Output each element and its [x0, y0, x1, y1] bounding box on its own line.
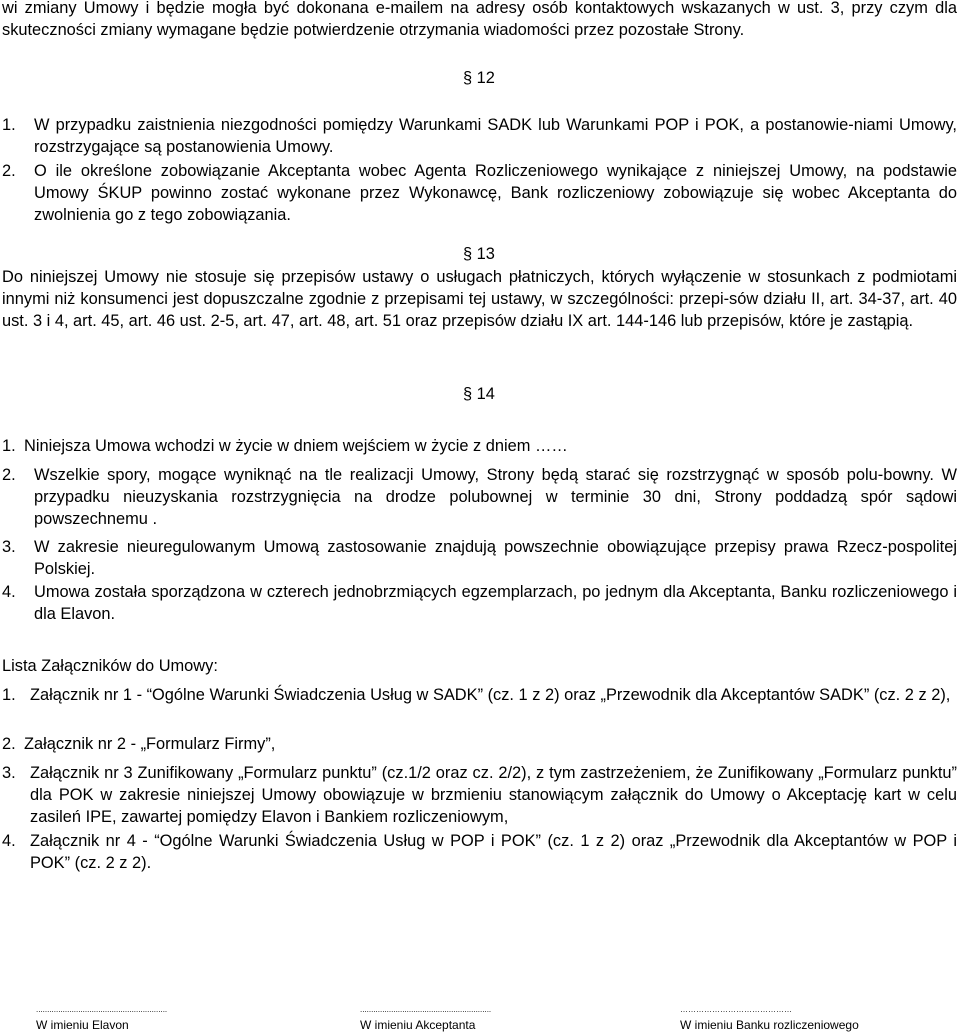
- signature-label: W imieniu Banku rozliczeniowego: [680, 1018, 859, 1032]
- item-number: 2.: [2, 466, 16, 484]
- section-14-item-2: [2, 464, 957, 530]
- signature-line: ……………………………………: [680, 1005, 792, 1014]
- item-number: 1.: [2, 437, 16, 455]
- signature-label: W imieniu Akceptanta: [360, 1018, 476, 1032]
- signature-bank: [680, 1006, 859, 1032]
- signature-line: ...........................................................: [360, 1005, 492, 1014]
- item-text: W przypadku zaistnienia niezgodności pomiędzy Warunkami SADK lub Warunkami POP i POK, a postanowie-niami Umowy, rozstrzygające są postanowienia Umowy.: [34, 116, 957, 156]
- section-14-heading: § 14: [463, 385, 495, 403]
- section-13-paragraph: Do niniejszej Umowy nie stosuje się przepisów ustawy o usługach płatniczych, których wyłączenie w stosunkach z podmiotami innymi niż konsumenci jest dopuszczalne zgodnie z przepisami tej ustawy, w szczególności: przepi-sów działu II, art. 34-37, art. 40 ust. 3 i 4, art. 45, art. 46 ust. 2-5, art. 47, art. 48, art. 51 oraz przepisów działu IX art. 144-146 lub przepisów, które je zastąpią.: [2, 268, 957, 330]
- item-text: Załącznik nr 4 - “Ogólne Warunki Świadczenia Usług w POP i POK” (cz. 1 z 2) oraz „Przewodnik dla Akceptantów w POP i POK” (cz. 2 z 2).: [30, 832, 957, 872]
- section-13-heading: § 13: [463, 245, 495, 263]
- signature-akceptant: [360, 1006, 491, 1032]
- section-12-item-1: [2, 114, 957, 158]
- item-number: 2.: [2, 735, 16, 753]
- item-number: 3.: [2, 538, 16, 556]
- item-number: 4.: [2, 583, 16, 601]
- signature-line: ...........................................................: [36, 1005, 168, 1014]
- item-number: 4.: [2, 832, 16, 850]
- section-14-item-1: [2, 435, 957, 457]
- signature-elavon: [36, 1006, 167, 1032]
- attachment-item-2: [2, 733, 957, 755]
- item-number: 1.: [2, 686, 16, 704]
- item-text: Załącznik nr 2 - „Formularz Firmy”,: [24, 735, 276, 753]
- item-text: Wszelkie spory, mogące wyniknąć na tle realizacji Umowy, Strony będą starać się rozstrzygnąć w sposób polu-bowny. W przypadku nieuzyskania rozstrzygnięcia na drodze polubownej w terminie 30 dni, Strony poddadzą spór sądowi powszechnemu .: [34, 466, 957, 528]
- item-text: Załącznik nr 1 - “Ogólne Warunki Świadczenia Usług w SADK” (cz. 1 z 2) oraz „Przewodnik dla Akceptantów SADK” (cz. 2 z 2),: [30, 686, 951, 704]
- section-12-heading: § 12: [463, 69, 495, 87]
- item-number: 3.: [2, 764, 16, 782]
- item-text: Załącznik nr 3 Zunifikowany „Formularz punktu” (cz.1/2 oraz cz. 2/2), z tym zastrzeżeniem, że Zunifikowany „Formularz punktu” dla POK w zakresie niniejszej Umowy obowiązuje w brzmieniu stanowiącym załącznik do Umowy o Akceptację kart w celu zasileń IPE, zawartej pomiędzy Elavon i Bankiem rozliczeniowym,: [30, 764, 957, 826]
- item-text: Umowa została sporządzona w czterech jednobrzmiących egzemplarzach, po jednym dla Akceptanta, Banku rozliczeniowego i dla Elavon.: [34, 583, 957, 623]
- attachment-item-3: [2, 762, 957, 828]
- section-14-item-3: [2, 536, 957, 580]
- signature-label: W imieniu Elavon: [36, 1018, 129, 1032]
- item-number: 2.: [2, 162, 16, 180]
- attachment-item-4: [2, 830, 957, 874]
- section-14-item-4: [2, 581, 957, 625]
- item-text: Niniejsza Umowa wchodzi w życie w dniem wejściem w życie z dniem ……: [24, 437, 568, 455]
- attachment-item-1: [2, 684, 957, 706]
- attachments-title: Lista Załączników do Umowy:: [2, 657, 218, 675]
- item-text: W zakresie nieuregulowanym Umową zastosowanie znajdują powszechnie obowiązujące przepisy prawa Rzecz-pospolitej Polskiej.: [34, 538, 957, 578]
- item-text: O ile określone zobowiązanie Akceptanta wobec Agenta Rozliczeniowego wynikające z niniejszej Umowy, na podstawie Umowy ŚKUP powinno zostać wykonane przez Wykonawcę, Bank rozliczeniowy zobowiązuje się wobec Akceptanta do zwolnienia go z tego zobowiązania.: [34, 162, 957, 224]
- item-number: 1.: [2, 116, 16, 134]
- section-12-item-2: [2, 160, 957, 226]
- top-paragraph: wi zmiany Umowy i będzie mogła być dokonana e-mailem na adresy osób kontaktowych wskazanych w ust. 3, przy czym dla skuteczności zmiany wymagane będzie potwierdzenie otrzymania wiadomości przez pozostałe Strony.: [2, 0, 957, 39]
